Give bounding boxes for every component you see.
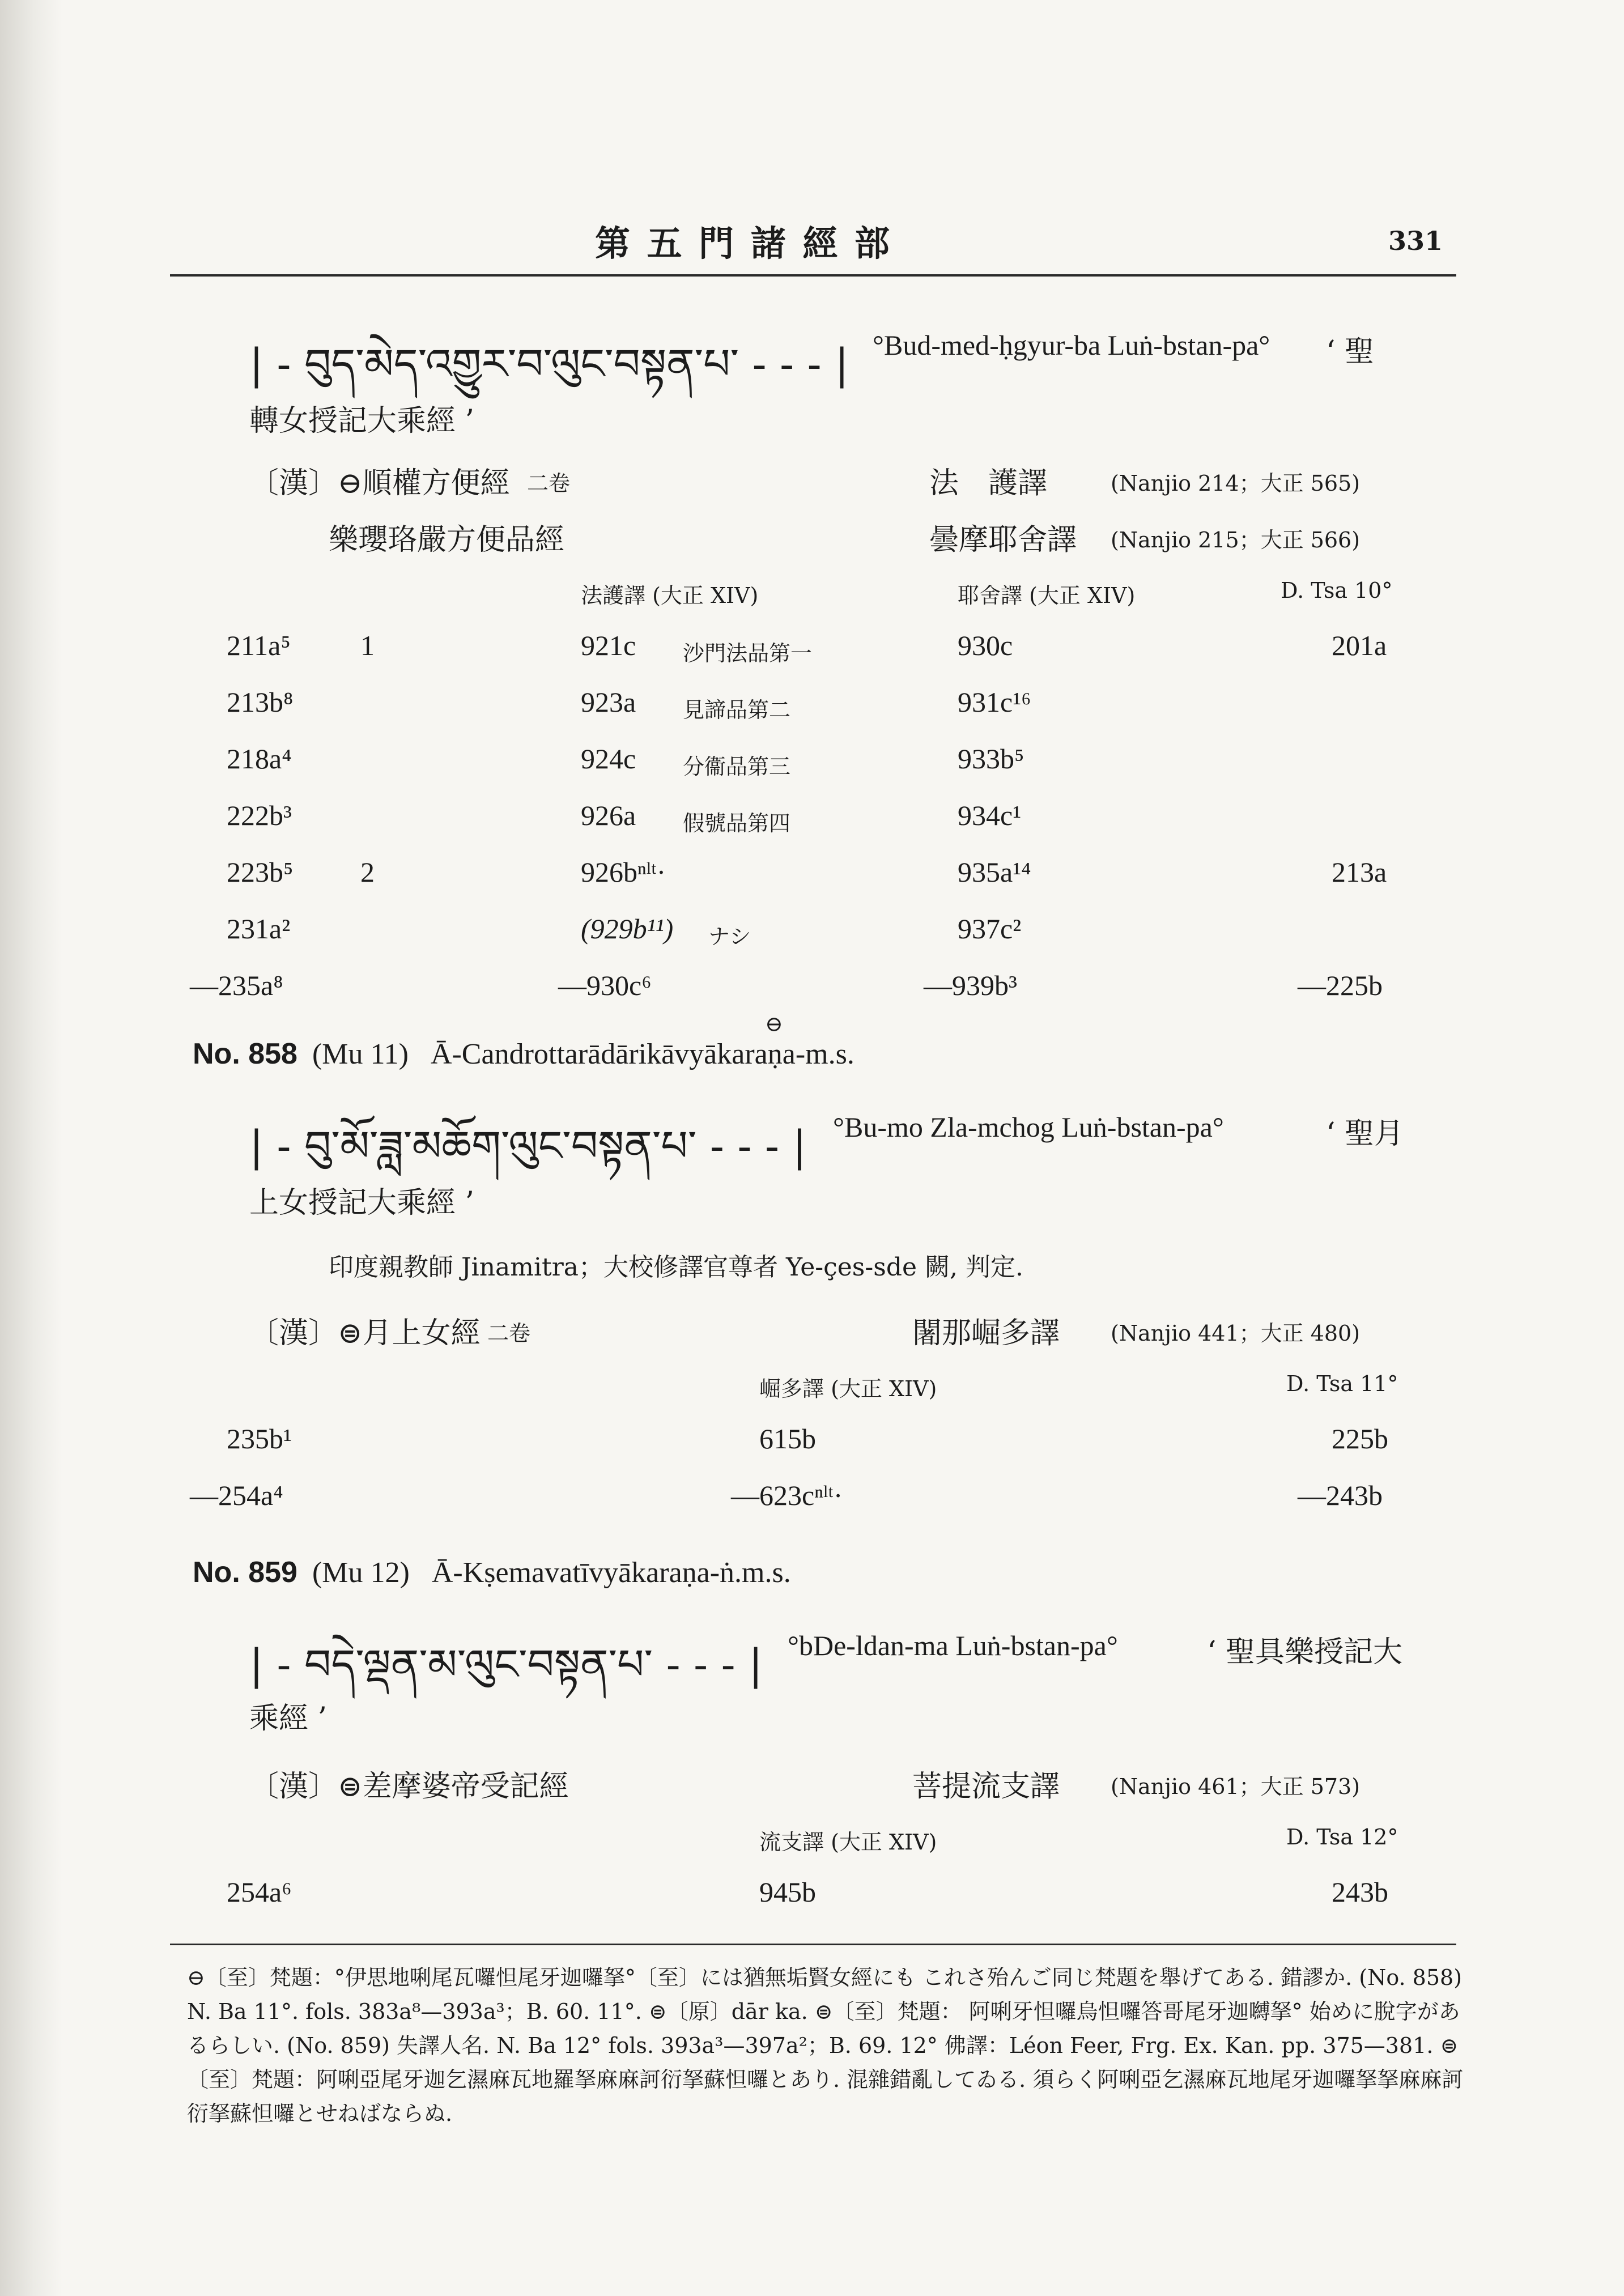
jp-title-857-line1: ‘ 聖 xyxy=(1326,335,1375,369)
cell-857-a: —235a⁸ xyxy=(190,970,283,1001)
tibetan-title-857: | - བུད་མེད་འགྱུར་བ་ལུང་བསྟན་པ་ - - - | xyxy=(249,340,849,389)
han-label-857-b: 樂瓔珞嚴方便品經 xyxy=(329,523,565,557)
cell-858-b: —623cⁿˡᵗ· xyxy=(731,1479,843,1511)
footnote-marker-858: ⊖ xyxy=(765,1011,783,1036)
running-header-title: 第 五 門 諸 經 部 xyxy=(595,223,892,264)
cell-857-c: 931c¹⁶ xyxy=(958,686,1031,718)
cell-857-a: 222b³ xyxy=(227,800,292,831)
cell-858-d: —243b xyxy=(1298,1479,1383,1511)
translators-858: 印度親教師 Jinamitra；大校修譯官尊者 Ye-çes-sde 闕, 判定. xyxy=(329,1253,1023,1282)
scan-edge-shadow xyxy=(0,0,62,2296)
entry-859-number: No. 859 xyxy=(193,1556,297,1589)
col-header-858-2: D. Tsa 11° xyxy=(1286,1371,1398,1396)
cell-858-a: 235b¹ xyxy=(227,1423,292,1455)
cell-857-b: 926a xyxy=(581,800,636,831)
han-translator-857-a: 法 護譯 xyxy=(929,466,1048,500)
han-vol-857-a: 二卷 xyxy=(527,471,571,496)
col-header-857-3: D. Tsa 10° xyxy=(1281,578,1393,603)
entry-858-number: No. 858 xyxy=(193,1038,297,1070)
cell-857-b: 923a xyxy=(581,686,636,718)
entry-859-mu: (Mu 12) xyxy=(312,1557,410,1589)
cell-859-d: 243b xyxy=(1332,1876,1388,1908)
han-label-857-a: 〔漢〕⊖順權方便經 xyxy=(249,466,510,500)
han-translator-859: 菩提流支譯 xyxy=(912,1770,1060,1804)
jp-title-858-line1: ‘ 聖月 xyxy=(1326,1117,1404,1151)
cell-857-b: 921c xyxy=(581,630,636,661)
cell-857-c: 930c xyxy=(958,630,1013,661)
jp-title-859-line2: 乘經 ’ xyxy=(249,1702,328,1736)
cell-859-a: 254a⁶ xyxy=(227,1876,292,1908)
han-ref-857-b: (Nanjio 215；大正 566) xyxy=(1111,528,1361,552)
cell-857-c: 933b⁵ xyxy=(958,743,1024,775)
cell-857-c: —939b³ xyxy=(924,970,1017,1001)
footnote-rule xyxy=(170,1944,1456,1945)
han-ref-857-a: (Nanjio 214；大正 565) xyxy=(1111,471,1361,496)
cell-857-d: —225b xyxy=(1298,970,1383,1001)
col-header-858-1: 崛多譯 (大正 XIV) xyxy=(759,1376,937,1401)
col-header-859-1: 流支譯 (大正 XIV) xyxy=(759,1830,937,1855)
entry-859-sanskrit: Ā-Kṣemavatīvyākaraṇa-ṅ.m.s. xyxy=(431,1557,791,1589)
han-label-859: 〔漢〕⊜差摩婆帝受記經 xyxy=(249,1770,569,1804)
tibetan-title-858: | - བུ་མོ་ཟླ་མཆོག་ལུང་བསྟན་པ་ - - - | xyxy=(249,1122,807,1171)
entry-858-heading xyxy=(193,1037,854,1071)
han-ref-859: (Nanjio 461；大正 573) xyxy=(1111,1774,1361,1799)
col-header-859-2: D. Tsa 12° xyxy=(1286,1825,1398,1849)
cell-857-a: 213b⁸ xyxy=(227,686,294,718)
footnotes-text: ⊖〔至〕梵題：°伊思地唎尾瓦囉怛尾牙迦囉拏°〔至〕には猶無垢賢女經にも これさ殆んご同じ梵題を舉げてある. 錯謬か. (No. 858) N. Ba 11°. fols. 383a⁸—393a³；B. 60. 11°. ⊜〔原〕dār ka. ⊜〔至〕梵題： 阿唎牙怛囉烏怛囉答哥尾牙迦嚩拏° 始めに脫字があるらしい. (No. 859) 失譯人名. N. Ba 12° fols. 393a³—397a²；B. 69. 12° 佛譯：Léon Feer, Frg. Ex. Kan. pp. 375—381. ⊜〔至〕梵題：阿唎亞尾牙迦乞濕麻瓦地羅拏麻麻訶衍拏蘇怛囉とあり. 混雜錯亂してゐる. 須らく阿唎亞乞濕麻瓦地尾牙迦囉拏拏麻麻訶衍拏蘇怛囉とせねばならぬ. xyxy=(187,1965,1464,2126)
cell-859-b: 945b xyxy=(759,1876,816,1908)
cell-857-n: 2 xyxy=(360,856,375,888)
cell-857-a: 211a⁵ xyxy=(227,630,291,661)
jp-title-859-line1: ‘ 聖具樂授記大 xyxy=(1207,1635,1403,1669)
cell-857-s: ナシ xyxy=(708,924,751,949)
cell-857-c: 935a¹⁴ xyxy=(958,856,1031,888)
cell-857-a: 231a² xyxy=(227,913,291,945)
cell-857-b: —930c⁶ xyxy=(558,970,652,1001)
romanized-title-859: °bDe-ldan-ma Luṅ-bstan-pa° xyxy=(788,1630,1118,1661)
han-translator-858: 闍那崛多譯 xyxy=(912,1316,1060,1350)
cell-857-d: 213a xyxy=(1332,856,1387,888)
cell-857-s: 分衞品第三 xyxy=(683,754,791,779)
cell-857-b: 926bⁿˡᵗ· xyxy=(581,856,666,888)
page-number: 331 xyxy=(1388,226,1443,256)
cell-857-d: 201a xyxy=(1332,630,1387,661)
cell-858-d: 225b xyxy=(1332,1423,1388,1455)
han-label-858: 〔漢〕⊜月上女經 xyxy=(249,1316,481,1350)
cell-857-s: 沙門法品第一 xyxy=(683,641,813,666)
han-vol-858: 二卷 xyxy=(487,1321,531,1346)
cell-858-b: 615b xyxy=(759,1423,816,1455)
romanized-title-858: °Bu-mo Zla-mchog Luṅ-bstan-pa° xyxy=(833,1111,1224,1143)
romanized-title-857: °Bud-med-ḥgyur-ba Luṅ-bstan-pa° xyxy=(873,329,1270,361)
entry-858-mu: (Mu 11) xyxy=(312,1038,409,1070)
cell-857-s: 假號品第四 xyxy=(683,811,791,836)
entry-859-heading xyxy=(193,1555,791,1589)
cell-857-n: 1 xyxy=(360,630,375,661)
tibetan-title-859: | - བདེ་ལྡན་མ་ལུང་བསྟན་པ་ - - - | xyxy=(249,1640,763,1689)
cell-857-s: 見諦品第二 xyxy=(683,698,791,722)
han-translator-857-b: 曇摩耶舍譯 xyxy=(929,523,1077,557)
col-header-857-2: 耶舍譯 (大正 XIV) xyxy=(958,583,1136,608)
han-ref-858: (Nanjio 441；大正 480) xyxy=(1111,1321,1361,1346)
entry-858-sanskrit: Ā-Candrottarādārikāvyākaraṇa-m.s. xyxy=(430,1038,854,1070)
jp-title-858-line2: 上女授記大乘經 ’ xyxy=(249,1186,475,1220)
header-rule xyxy=(170,274,1456,277)
jp-title-857-line2: 轉女授記大乘經 ’ xyxy=(249,404,475,438)
cell-857-b: 924c xyxy=(581,743,636,775)
col-header-857-1: 法護譯 (大正 XIV) xyxy=(581,583,759,608)
cell-857-a: 218a⁴ xyxy=(227,743,292,775)
cell-858-a: —254a⁴ xyxy=(190,1479,283,1511)
cell-857-c: 934c¹ xyxy=(958,800,1022,831)
cell-857-a: 223b⁵ xyxy=(227,856,294,888)
cell-857-b: (929b¹¹) xyxy=(581,913,674,945)
cell-857-c: 937c² xyxy=(958,913,1022,945)
